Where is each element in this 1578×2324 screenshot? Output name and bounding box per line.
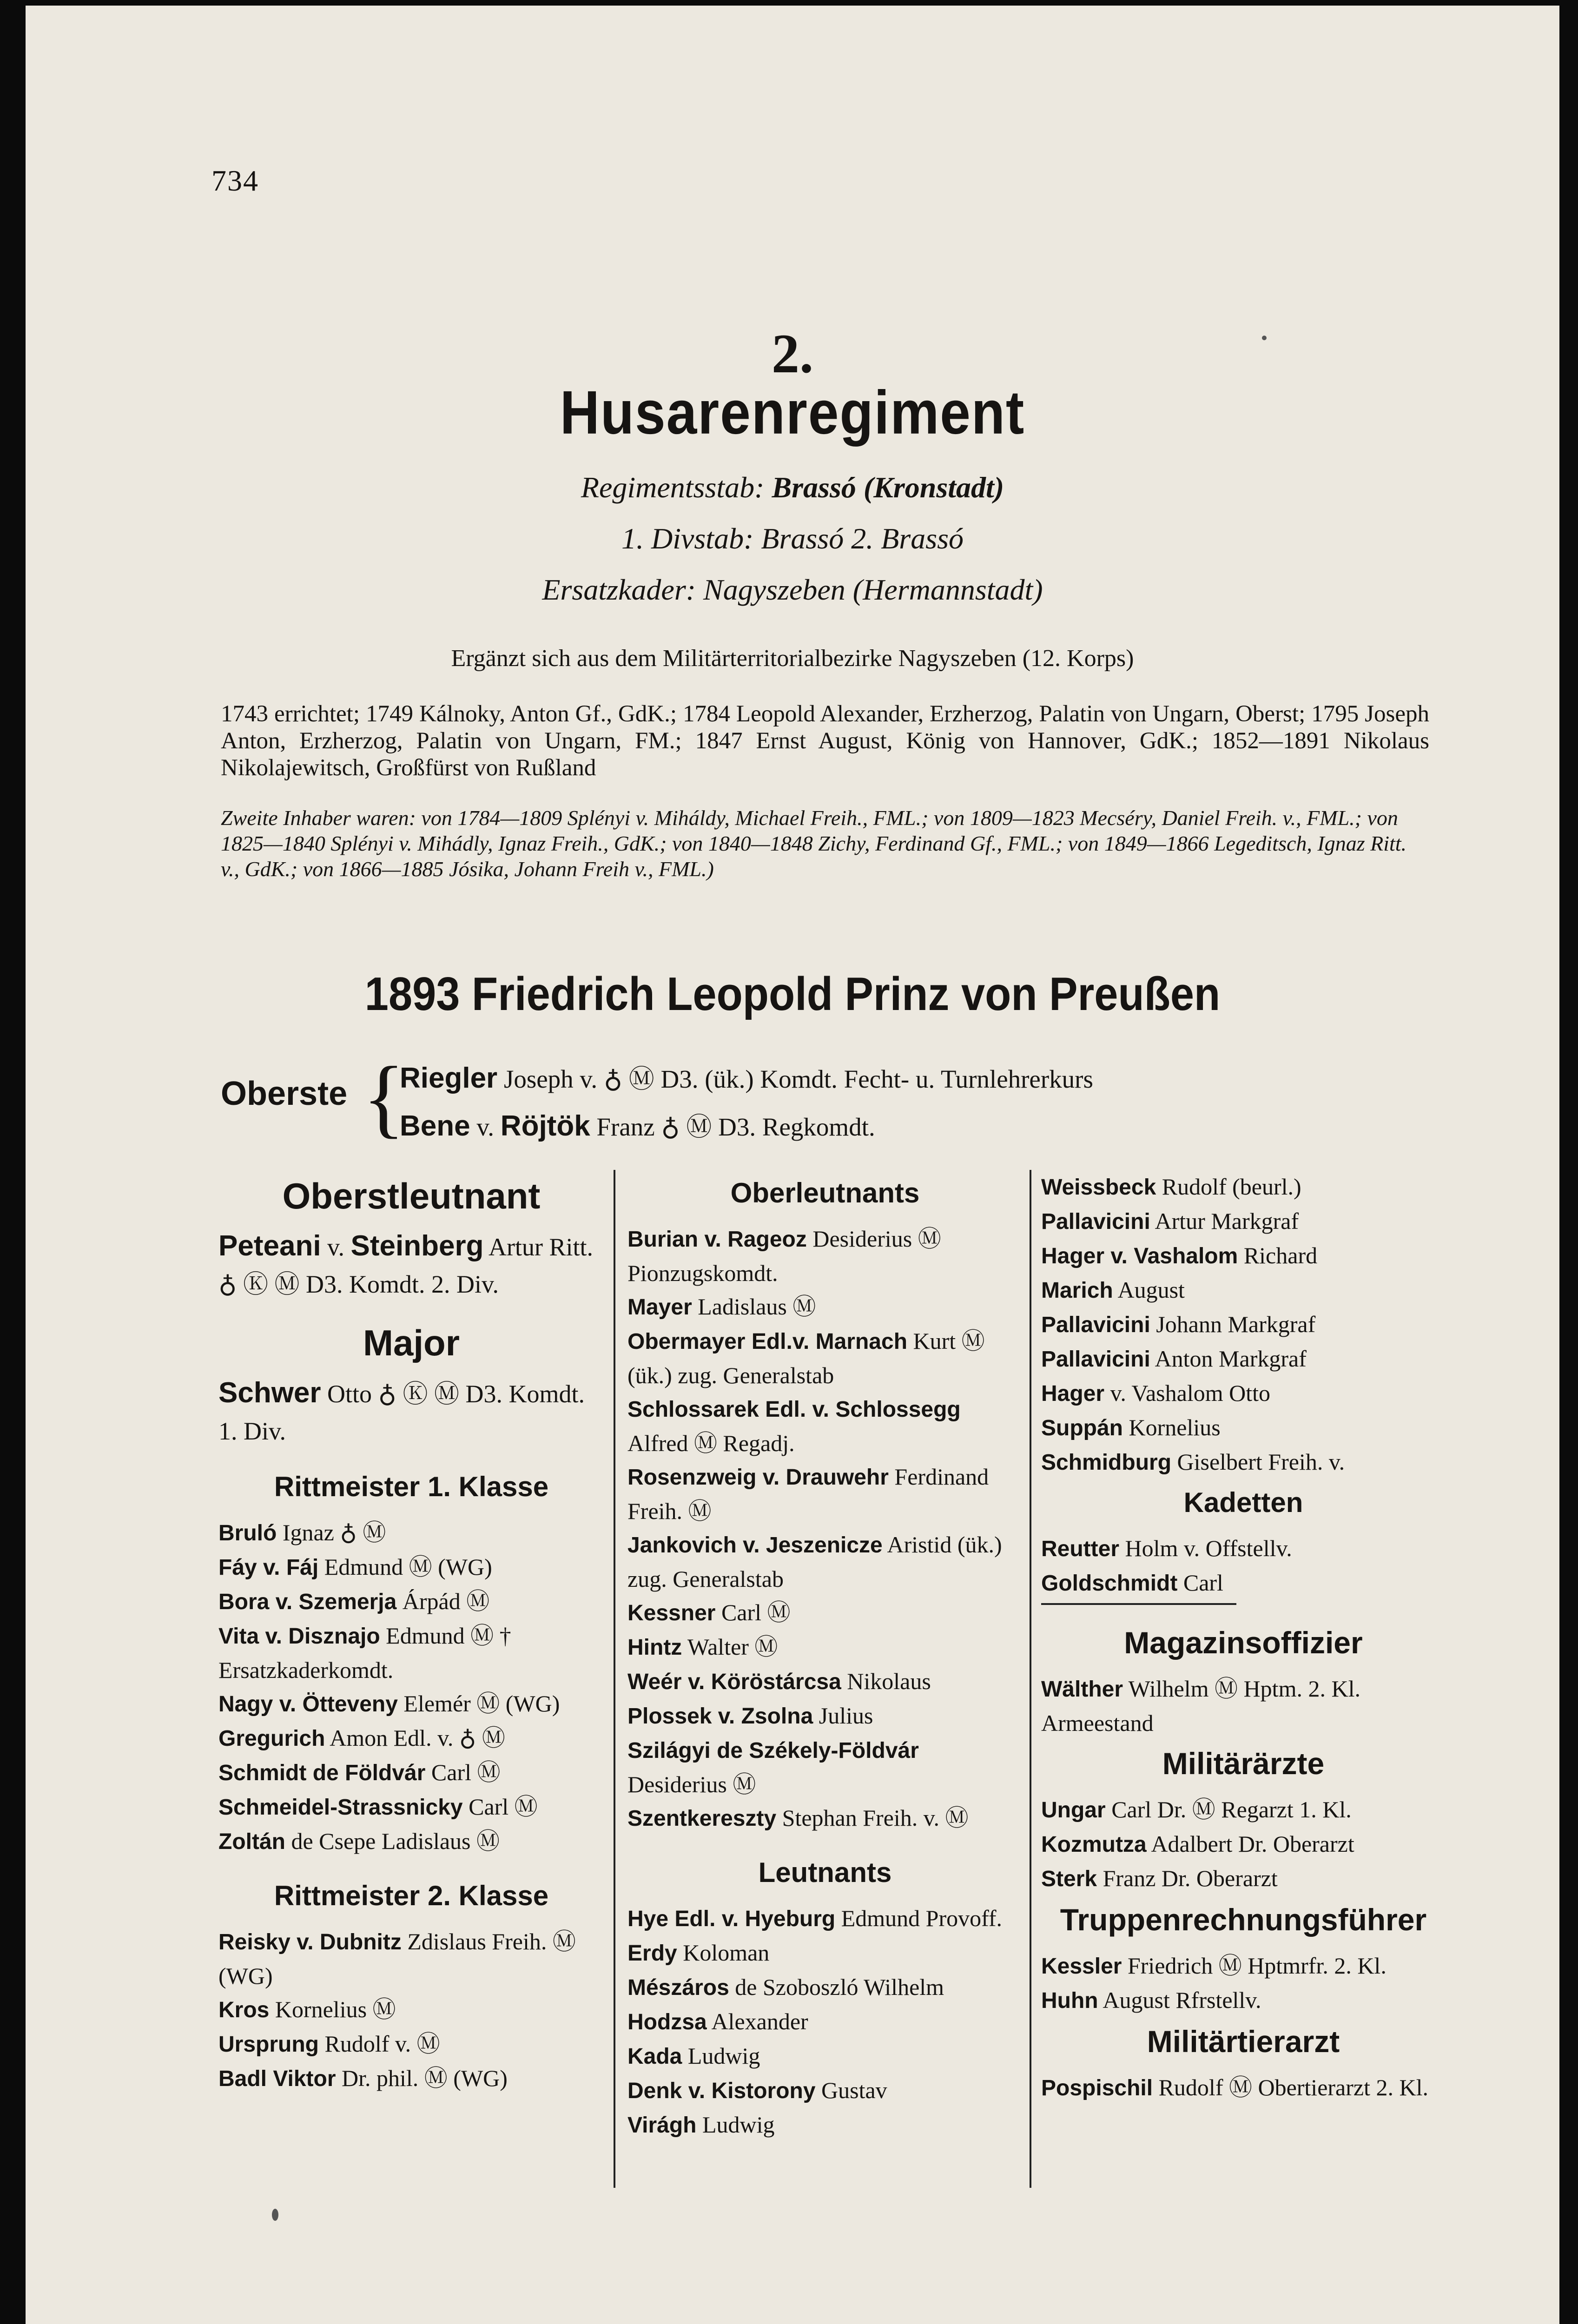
officer-detail: Ludwig	[702, 2112, 775, 2138]
officer-entry	[627, 1699, 1023, 1733]
officer-entry	[1041, 1445, 1446, 1479]
section-head-militaraerzte: Militärärzte	[1162, 1746, 1325, 1781]
officer-name: Zoltán	[218, 1829, 285, 1854]
officer-name: Jankovich v. Jeszenicze	[627, 1533, 883, 1558]
officer-entry	[1041, 1862, 1446, 1896]
officer-detail: Anton Markgraf	[1155, 1346, 1307, 1372]
officer-entry	[627, 1733, 1023, 1801]
officer-entry	[627, 1392, 1023, 1460]
officer-detail: Kurt Ⓜ (ük.) zug. Generalstab	[627, 1328, 985, 1388]
officer-detail: August Rfrstellv.	[1103, 1987, 1261, 2013]
officer-entry	[1041, 1532, 1446, 1566]
officer-detail: Aristid (ük.) zug. Generalstab	[627, 1532, 1002, 1592]
officer-detail: Wilhelm Ⓜ Hptm. 2. Kl. Armeestand	[1041, 1676, 1360, 1736]
officer-detail: Stephan Freih. v. Ⓜ	[782, 1805, 969, 1831]
section-head-truppenrechnungsfuehrer: Truppenrechnungsführer	[1060, 1902, 1427, 1937]
officer-detail: Rudolf v. Ⓜ	[324, 2031, 440, 2057]
list-truppen	[1041, 1949, 1446, 2018]
print-speck	[1262, 336, 1267, 340]
officer-name: Vita v. Disznajo	[218, 1624, 380, 1649]
officer-name-particle: v.	[327, 1233, 345, 1261]
oberst-detail: Franz ♁ Ⓜ D3. Regkomdt.	[596, 1113, 875, 1141]
officer-entry	[1041, 1170, 1446, 1204]
list-kadetten	[1041, 1532, 1446, 1600]
officer-detail: Richard	[1243, 1242, 1318, 1268]
officer-detail: Desiderius Ⓜ	[627, 1771, 756, 1797]
list-leutnants-cont	[1041, 1170, 1446, 1479]
officer-detail: Ignaz ♁ Ⓜ	[282, 1519, 386, 1545]
officer-name: Fáy v. Fáj	[218, 1555, 319, 1580]
officer-entry	[1041, 1307, 1446, 1342]
list-magazin	[1041, 1672, 1446, 1740]
officer-entry	[627, 1801, 1023, 1835]
officer-entry	[218, 1374, 604, 1450]
officer-name: Plossek v. Zsolna	[627, 1704, 813, 1729]
officer-detail: Giselbert Freih. v.	[1177, 1449, 1345, 1475]
officer-name: Reutter	[1041, 1537, 1120, 1561]
officer-detail: Johann Markgraf	[1156, 1311, 1316, 1337]
officer-entry	[627, 1460, 1023, 1528]
oberst-name-2: Röjtök	[500, 1110, 590, 1142]
section-head-leutnants: Leutnants	[758, 1857, 892, 1888]
officer-name: Bruló	[218, 1521, 277, 1545]
officer-detail: de Szoboszló Wilhelm	[735, 1974, 944, 2000]
officer-entry	[627, 2108, 1023, 2142]
officer-name: Huhn	[1041, 1988, 1098, 2013]
officer-detail: Nikolaus	[847, 1668, 931, 1694]
section-head-kadetten: Kadetten	[1183, 1487, 1303, 1518]
officer-name: Ursprung	[218, 2032, 319, 2057]
officer-detail: Walter Ⓜ	[687, 1634, 778, 1660]
officer-name: Bora v. Szemerja	[218, 1590, 397, 1614]
oberst-name: Bene	[400, 1110, 470, 1142]
officer-entry	[1041, 1239, 1446, 1273]
section-head-rittmeister-1: Rittmeister 1. Klasse	[274, 1471, 549, 1502]
officer-detail: v. Vashalom Otto	[1110, 1380, 1270, 1406]
officer-entry	[218, 2061, 604, 2096]
officer-entry	[627, 1290, 1023, 1324]
officer-name: Obermayer Edl.v. Marnach	[627, 1329, 908, 1354]
officer-entry	[218, 1228, 604, 1303]
officer-entry	[1041, 1983, 1446, 2018]
oberst-name-particle: v.	[476, 1113, 495, 1141]
regimentsstab-label: Regimentsstab:	[581, 471, 765, 504]
officer-name: Goldschmidt	[1041, 1571, 1178, 1596]
officer-name: Nagy v. Ötteveny	[218, 1692, 398, 1717]
officer-name: Peteani	[218, 1230, 321, 1262]
officer-name: Kessner	[627, 1601, 716, 1625]
officer-entry	[218, 1585, 604, 1619]
officer-detail: Ludwig	[687, 2043, 760, 2069]
officer-name: Szentkereszty	[627, 1806, 777, 1831]
officer-entry	[627, 1970, 1023, 2005]
section-head-oberstleutnant: Oberstleutnant	[282, 1175, 541, 1216]
officer-name: Schmidt de Földvár	[218, 1761, 426, 1785]
section-head-militaertierarzt: Militärtierarzt	[1147, 2024, 1340, 2059]
officer-detail: Elemér Ⓜ (WG)	[403, 1690, 560, 1717]
oberst-entry	[400, 1058, 1093, 1095]
officer-entry	[218, 1824, 604, 1859]
officer-detail: Zdislaus Freih. Ⓜ (WG)	[218, 1928, 576, 1989]
officer-name: Badl Viktor	[218, 2067, 336, 2091]
officer-name: Hintz	[627, 1635, 682, 1660]
officer-name: Gregurich	[218, 1726, 325, 1751]
officer-entry	[1041, 1949, 1446, 1983]
officer-entry	[1041, 1273, 1446, 1307]
officer-entry	[1041, 1827, 1446, 1862]
officer-entry	[218, 1687, 604, 1721]
officer-detail: Edmund Ⓜ (WG)	[324, 1554, 492, 1580]
officer-name: Rosenzweig v. Drauwehr	[627, 1465, 889, 1490]
officer-entry	[627, 1324, 1023, 1392]
officer-detail: Ladislaus Ⓜ	[698, 1294, 816, 1320]
oberste-label: Oberste	[221, 1075, 348, 1112]
list-rittmeister-2	[218, 1925, 604, 2096]
officer-entry	[218, 1619, 604, 1687]
oberst-entry	[400, 1106, 875, 1143]
section-head-major: Major	[363, 1322, 460, 1363]
officer-detail: Ferdinand Freih. Ⓜ	[627, 1464, 989, 1524]
ersatzkader-line	[26, 573, 1559, 607]
ersatzkader-label: Ersatzkader:	[542, 573, 696, 606]
officer-entry	[627, 2005, 1023, 2039]
column-1	[218, 1170, 604, 2096]
officer-name: Mészáros	[627, 1975, 729, 2000]
oberste-brace: {	[363, 1049, 405, 1147]
officer-detail: Gustav	[821, 2077, 887, 2103]
officer-detail: Carl Ⓜ	[469, 1794, 538, 1820]
divstab-line: 1. Divstab: Brassó 2. Brassó	[621, 522, 964, 555]
officer-name: Virágh	[627, 2113, 697, 2138]
officer-detail: Árpád Ⓜ	[402, 1588, 490, 1614]
officer-entry	[1041, 1342, 1446, 1376]
officer-entry	[1041, 1204, 1446, 1239]
officer-detail: Artur Markgraf	[1155, 1208, 1299, 1234]
officer-entry	[218, 1516, 604, 1550]
officer-entry	[627, 1528, 1023, 1596]
officer-entry	[627, 2039, 1023, 2073]
officer-name: Kozmutza	[1041, 1832, 1147, 1857]
officer-entry	[627, 1936, 1023, 1970]
officer-entry	[627, 2073, 1023, 2108]
officer-name: Denk v. Kistorony	[627, 2079, 816, 2103]
officer-detail: Carl Ⓜ	[431, 1759, 501, 1785]
officer-entry	[1041, 1793, 1446, 1827]
inhaber-line: 1893 Friedrich Leopold Prinz von Preußen	[364, 968, 1221, 1021]
history-paragraph: 1743 errichtet; 1749 Kálnoky, Anton Gf., GdK.; 1784 Leopold Alexander, Erzherzog, Palatin von Ungarn, Oberst; 1795 Joseph Anton, Erzherzog, Palatin von Ungarn, FM.; 1847 Ernst August, König von Hannover, GdK.; 1852—1891 Nikolaus Nikolajewitsch, Großfürst von Rußland	[221, 701, 1429, 781]
officer-entry	[627, 1664, 1023, 1699]
erganzt-line: Ergänzt sich aus dem Militärterritorialbezirke Nagyszeben (12. Korps)	[451, 645, 1134, 672]
officer-name: Schmeidel-Strassnicky	[218, 1795, 463, 1820]
officer-detail: Friedrich Ⓜ Hptmrfr. 2. Kl.	[1127, 1953, 1387, 1979]
officer-name: Pospischil	[1041, 2076, 1153, 2100]
officer-name: Kessler	[1041, 1954, 1122, 1979]
officer-detail: Alfred Ⓜ Regadj.	[627, 1430, 795, 1456]
officer-name: Suppán	[1041, 1416, 1123, 1440]
section-head-oberleutnants: Oberleutnants	[730, 1177, 920, 1208]
officer-name: Sterk	[1041, 1867, 1097, 1891]
officer-entry	[627, 1222, 1023, 1290]
officer-detail: Artur Ritt. ♁ Ⓚ Ⓜ D3. Komdt. 2. Div.	[218, 1233, 594, 1298]
officer-entry	[218, 1790, 604, 1824]
list-oberleutnants	[627, 1222, 1023, 1835]
officer-name: Mayer	[627, 1295, 692, 1320]
officer-detail: August	[1117, 1277, 1185, 1303]
officer-entry	[1041, 1566, 1446, 1600]
officer-name: Kros	[218, 1998, 270, 2022]
officer-name: Hager v. Vashalom	[1041, 1244, 1238, 1268]
officer-name: Pallavicini	[1041, 1313, 1150, 1337]
officer-name: Schwer	[218, 1377, 321, 1409]
officer-detail: Amon Edl. v. ♁ Ⓜ	[330, 1725, 505, 1751]
officer-name: Schlossarek Edl. v. Schlossegg	[627, 1397, 961, 1422]
officer-entry	[218, 1550, 604, 1585]
print-speck	[272, 2209, 278, 2221]
regimentsstab-line	[26, 470, 1559, 505]
officer-detail: Otto ♁ Ⓚ Ⓜ D3. Komdt. 1. Div.	[218, 1380, 585, 1445]
officer-detail: Franz Dr. Oberarzt	[1103, 1865, 1278, 1891]
page-number: 734	[211, 164, 259, 197]
officer-entry	[218, 1721, 604, 1756]
officer-detail: Edmund Provoff.	[841, 1905, 1003, 1931]
officer-detail: Holm v. Offstellv.	[1125, 1535, 1292, 1561]
officer-detail: Carl Ⓜ	[721, 1599, 791, 1625]
officer-detail: Dr. phil. Ⓜ (WG)	[342, 2065, 508, 2091]
officer-entry	[218, 2027, 604, 2061]
officer-detail: Alexander	[711, 2008, 808, 2034]
section-head-rittmeister-2: Rittmeister 2. Klasse	[274, 1880, 549, 1911]
officer-name: Pallavicini	[1041, 1209, 1150, 1234]
list-rittmeister-1	[218, 1516, 604, 1859]
list-tierarzt	[1041, 2071, 1446, 2105]
officer-name: Reisky v. Dubnitz	[218, 1930, 402, 1954]
officer-entry	[627, 1596, 1023, 1630]
officer-entry	[627, 1630, 1023, 1664]
officer-name: Schmidburg	[1041, 1450, 1172, 1475]
officer-name: Pallavicini	[1041, 1347, 1150, 1372]
officer-name: Burian v. Rageoz	[627, 1227, 807, 1252]
officer-detail: Desiderius Ⓜ Pionzugskomdt.	[627, 1226, 941, 1286]
officer-detail: Carl	[1183, 1570, 1223, 1596]
officer-name: Marich	[1041, 1278, 1113, 1303]
officer-name: Hye Edl. v. Hyeburg	[627, 1907, 836, 1931]
officer-name: Weissbeck	[1041, 1175, 1156, 1200]
officer-name: Weér v. Köröstárcsa	[627, 1670, 841, 1694]
officer-entry	[1041, 1376, 1446, 1411]
officer-name: Wälther	[1041, 1677, 1123, 1702]
zweite-inhaber-paragraph: Zweite Inhaber waren: von 1784—1809 Splényi v. Miháldy, Michael Freih., FML.; von 1809—1823 Mecséry, Daniel Freih. v., FML.; von 1825—1840 Splényi v. Mihádly, Ignaz Freih., GdK.; von 1840—1848 Zichy, Ferdinand Gf., FML.; von 1849—1866 Legeditsch, Ignaz Ritt. v., GdK.; von 1866—1885 Jósika, Johann Freih v., FML.)	[221, 806, 1407, 881]
officer-entry	[218, 1756, 604, 1790]
oberst-name: Riegler	[400, 1062, 498, 1094]
officer-entry	[627, 1901, 1023, 1936]
officer-entry	[1041, 1411, 1446, 1445]
column-2	[627, 1170, 1023, 2142]
officer-detail: Adalbert Dr. Oberarzt	[1151, 1831, 1354, 1857]
officer-detail: Julius	[819, 1703, 873, 1729]
officer-detail: Kornelius	[1129, 1414, 1221, 1440]
officer-name: Ungar	[1041, 1798, 1106, 1822]
officer-name: Hager	[1041, 1381, 1105, 1406]
officer-entry	[1041, 2071, 1446, 2105]
officer-name: Hodzsa	[627, 2010, 707, 2034]
officer-detail: Carl Dr. Ⓜ Regarzt 1. Kl.	[1111, 1796, 1352, 1822]
officer-detail: Kornelius Ⓜ	[275, 1996, 396, 2022]
officer-detail: Koloman	[683, 1940, 770, 1966]
list-arzte	[1041, 1793, 1446, 1896]
section-head-magazinsoffizier: Magazinsoffizier	[1124, 1625, 1363, 1660]
list-leutnants	[627, 1901, 1023, 2142]
ersatzkader-place: Nagyszeben (Hermannstadt)	[703, 573, 1043, 606]
column-divider	[614, 1170, 615, 2188]
officer-detail: Rudolf (beurl.)	[1162, 1174, 1301, 1200]
officer-name-2: Steinberg	[350, 1230, 484, 1262]
oberst-detail: Joseph v. ♁ Ⓜ D3. (ük.) Komdt. Fecht- u. Turnlehrerkurs	[503, 1065, 1093, 1093]
column-3	[1041, 1170, 1446, 2105]
document-page	[26, 6, 1559, 2324]
regiment-title: Husarenregiment	[560, 378, 1025, 447]
officer-detail: Rudolf Ⓜ Obertierarzt 2. Kl.	[1158, 2074, 1428, 2100]
officer-detail: de Csepe Ladislaus Ⓜ	[291, 1828, 500, 1854]
officer-entry	[218, 1993, 604, 2027]
regimentsstab-place: Brassó (Kronstadt)	[772, 471, 1004, 504]
column-divider	[1030, 1170, 1031, 2188]
officer-detail: Edmund Ⓜ † Ersatzkaderkomdt.	[218, 1623, 511, 1683]
officer-name: Kada	[627, 2044, 682, 2069]
officer-entry	[1041, 1672, 1446, 1740]
officer-name: Szilágyi de Székely-Földvár	[627, 1738, 919, 1763]
officer-entry	[218, 1925, 604, 1993]
regiment-number: 2.	[772, 323, 813, 384]
officer-name: Erdy	[627, 1941, 677, 1966]
